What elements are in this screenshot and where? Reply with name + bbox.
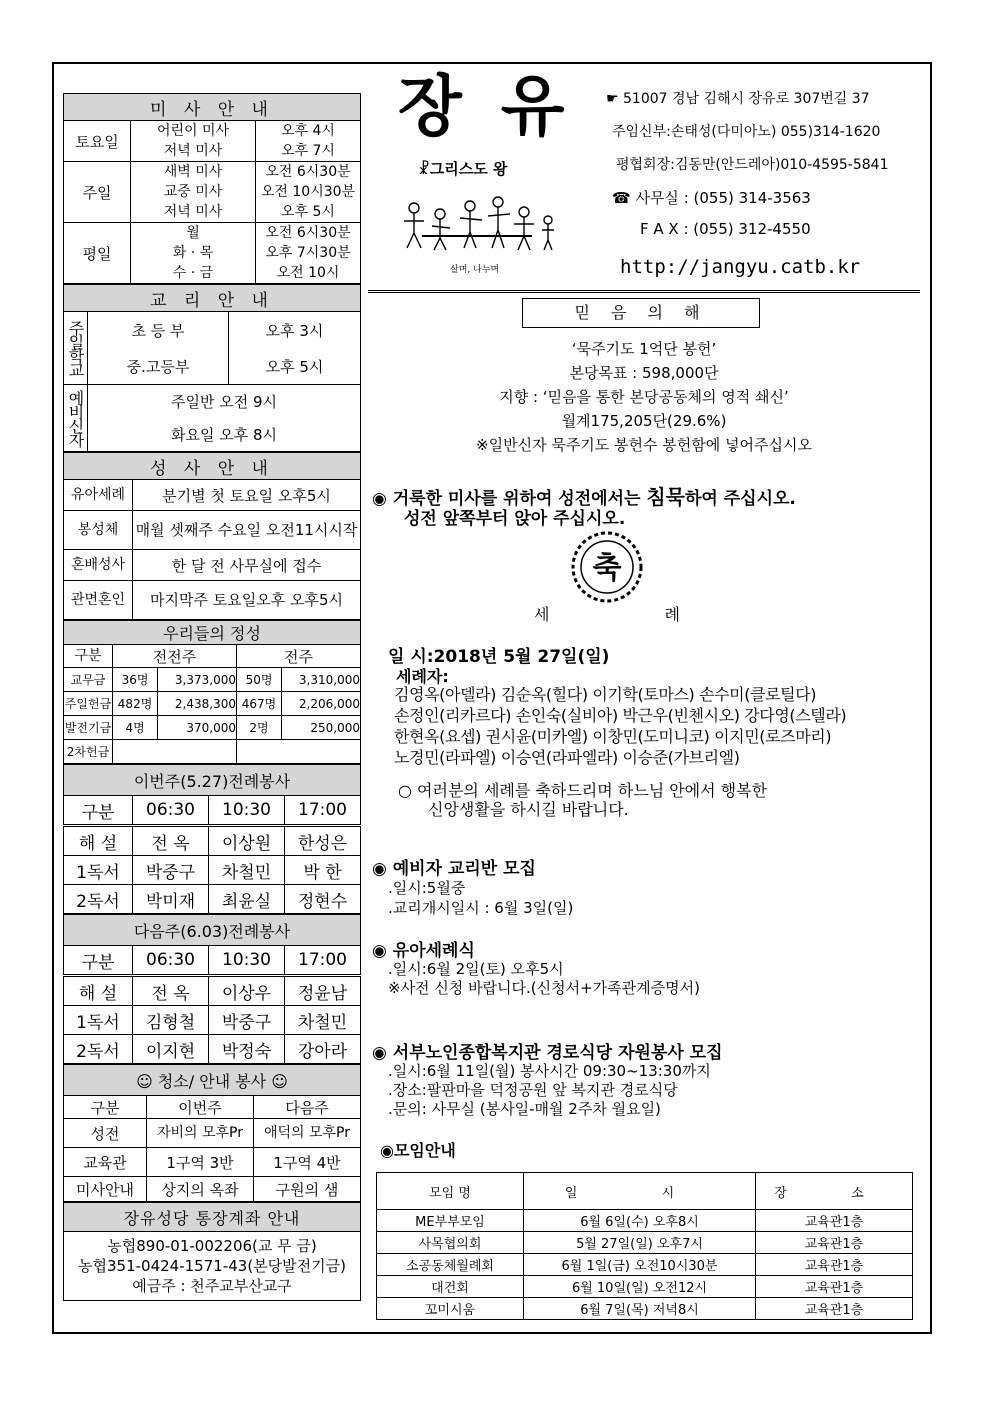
serve-cell: 박 한 [285, 856, 361, 885]
meeting-row [377, 1210, 913, 1232]
baptism-heading: 세 례 [534, 605, 680, 624]
offering-cell: 50명 [236, 668, 281, 692]
cleaning-cell: 교육관 [64, 1148, 147, 1177]
seal-text: 축 [592, 551, 622, 586]
sun-label: 주일 [64, 162, 131, 223]
meeting-cell: 교육관1층 [756, 1254, 913, 1276]
faith-year-title: 믿 음 의 해 [522, 298, 760, 328]
seating-notice: 성전 앞쪽부터 앉아 주십시오. [404, 509, 626, 529]
serve-cell: 1독서 [64, 856, 133, 885]
infant-line: ※사전 신청 바랍니다.(신청서+가족관계증명서) [388, 979, 700, 997]
catechism-table [63, 284, 361, 452]
baptism-date: 일 시:2018년 5월 27일(일) [388, 647, 610, 667]
mass-time: 오전 10시30분 [256, 182, 361, 202]
notice-text: 하여 주십시오. [684, 489, 796, 509]
cleaning-cell: 상지의 옥좌 [147, 1177, 254, 1202]
cleaning-cell: 구원의 샘 [254, 1177, 361, 1202]
mass-table [63, 93, 361, 284]
school-label: 주일학교 [64, 312, 88, 385]
offering-cell: 주일헌금 [64, 692, 113, 716]
sacrament-table [63, 452, 361, 620]
sacrament-info: 분기별 첫 토요일 오후5시 [133, 480, 361, 511]
pastor-info: 주임신부:손태성(다미아노) 055)314-1620 [612, 124, 881, 140]
cleaning-row [64, 1177, 361, 1202]
name-line: 김영옥(아델라) 김순옥(힐다) 이기학(토마스) 손수미(클로틸다) [394, 685, 817, 704]
meetings-title: ◉모임안내 [380, 1141, 456, 1160]
account-info [64, 1232, 361, 1301]
mass-name: 교중 미사 [131, 182, 256, 202]
faith-year-line: 지향 : ‘믿음을 통한 본당공동체의 영적 쇄신’ [499, 388, 789, 406]
bulletin-title: 장 유 [398, 68, 573, 145]
serve-row [64, 826, 361, 856]
serve-head: 17:00 [285, 946, 361, 976]
office-phone: 사무실 : (055) 314-3563 [635, 189, 811, 207]
meetings-head: 장 소 [756, 1173, 913, 1210]
cleaning-cell: 1구역 4반 [254, 1148, 361, 1177]
wreath-icon [568, 528, 646, 606]
serve-cell: 강아라 [285, 1035, 361, 1064]
class-time: 오후 5시 [229, 348, 361, 385]
offering-cell: 4명 [113, 716, 158, 740]
cleaning-head: 이번주 [147, 1096, 254, 1119]
name-line: 노경민(라파엘) 이승연(라파엘라) 이승준(가브리엘) [394, 748, 740, 767]
mass-time: 오후 7시30분 [256, 243, 361, 263]
offering-cell: 250,000 [282, 716, 361, 740]
mass-name: 월 [131, 223, 256, 244]
meetings-table [376, 1172, 913, 1320]
cleaning-row [64, 1119, 361, 1148]
faith-year-line: 본당목표 : 598,000단 [569, 364, 719, 382]
meetings-head: 모임 명 [377, 1173, 524, 1210]
serve-cell: 차철민 [209, 856, 285, 885]
serve-head: 10:30 [209, 946, 285, 976]
offering-cell: 36명 [113, 668, 158, 692]
left-column [63, 93, 361, 1301]
cleaning-cell: 성전 [64, 1119, 147, 1148]
serve-cell: 이상원 [209, 826, 285, 856]
meeting-cell: 6월 1일(금) 오전10시30분 [524, 1254, 756, 1276]
offering-title: 우리들의 정성 [64, 621, 361, 645]
cleaning-cell: 애덕의 모후Pr [254, 1119, 361, 1148]
serve-cell: 전 옥 [133, 826, 209, 856]
volunteer-line: .장소:팔판마을 덕정공원 앞 복지관 경로식당 [388, 1081, 678, 1099]
serve-this-table [63, 764, 361, 914]
address-line [606, 88, 870, 108]
sacrament-name: 유아세례 [64, 480, 133, 511]
cleaning-row [64, 1148, 361, 1177]
serve-cell: 최윤실 [209, 885, 285, 914]
offering-row [64, 692, 361, 716]
serve-head: 구분 [64, 946, 133, 976]
serve-head: 06:30 [133, 796, 209, 826]
mass-name: 화 · 목 [131, 243, 256, 263]
cleaning-head: 다음주 [254, 1096, 361, 1119]
sacrament-title: 성 사 안 내 [64, 453, 361, 480]
catechumen-line: .일시:5월중 [388, 879, 466, 897]
serve-cell: 박중구 [209, 1006, 285, 1035]
offering-cell: 482명 [113, 692, 158, 716]
office-phone-line [612, 187, 811, 208]
serve-cell: 이지현 [133, 1035, 209, 1064]
logo-caption: 살며, 나누며 [450, 265, 500, 275]
meeting-cell: 교육관1층 [756, 1210, 913, 1232]
account-line: 예금주 : 천주교부산교구 [132, 1277, 292, 1295]
serve-cell: 박중구 [133, 856, 209, 885]
offering-head: 구분 [64, 645, 113, 668]
meeting-cell: 교육관1층 [756, 1298, 913, 1320]
meeting-cell: 6월 10일(일) 오전12시 [524, 1276, 756, 1298]
meeting-row [377, 1298, 913, 1320]
mass-time: 오후 5시 [256, 202, 361, 223]
serve-row [64, 1006, 361, 1035]
name-line: 한현옥(요셉) 권시윤(미카엘) 이창민(도미니코) 이지민(로즈마리) [394, 727, 832, 746]
name-line: 손정인(리카르다) 손인숙(실비아) 박근우(빈첸시오) 강다영(스텔라) [394, 706, 847, 725]
cleaning-title: ☺ 청소/ 안내 봉사 ☺ [64, 1065, 361, 1096]
serve-cell: 1독서 [64, 1006, 133, 1035]
serve-head: 10:30 [209, 796, 285, 826]
cleaning-head: 구분 [64, 1096, 147, 1119]
congratulation-seal [568, 528, 646, 606]
meeting-cell: ME부부모임 [377, 1210, 524, 1232]
catechumen-line: .교리개시일시 : 6월 3일(일) [388, 899, 574, 917]
baptism-wish: ○ 여러분의 세례를 축하드리며 하느님 안에서 행복한 [398, 781, 768, 800]
baptism-label: 세례자: [396, 667, 449, 686]
offering-cell: 발전기금 [64, 716, 113, 740]
serve-row [64, 856, 361, 885]
mass-title: 미 사 안 내 [64, 94, 361, 121]
serve-cell: 해 설 [64, 826, 133, 856]
meeting-cell: 소공동체월례회 [377, 1254, 524, 1276]
offering-table [63, 620, 361, 764]
offering-cell: 3,310,000 [282, 668, 361, 692]
offering-head: 전주 [236, 645, 360, 668]
serve-cell: 정현수 [285, 885, 361, 914]
serve-cell: 차철민 [285, 1006, 361, 1035]
infant-line: .일시:6월 2일(토) 오후5시 [388, 960, 564, 978]
class-time: 주일반 오전 9시 [88, 385, 361, 419]
address: 51007 경남 김해시 장유로 307번길 37 [623, 91, 870, 107]
volunteer-title: ◉ 서부노인종합복지관 경로식당 자원봉사 모집 [372, 1043, 723, 1063]
serve-row [64, 1035, 361, 1064]
offering-cell: 3,373,000 [158, 668, 237, 692]
cleaning-cell: 1구역 3반 [147, 1148, 254, 1177]
faith-year-line: ※일반신자 묵주기도 봉헌수 봉헌함에 넣어주십시오 [476, 436, 812, 454]
offering-row [64, 668, 361, 692]
notice-text: ◉ 거룩한 미사를 위하여 성전에서는 [372, 489, 647, 509]
header-divider [368, 290, 920, 293]
faith-year-line: 월계175,205단(29.6%) [561, 412, 727, 430]
serve-cell: 2독서 [64, 1035, 133, 1064]
sacrament-name: 관면혼인 [64, 581, 133, 620]
serve-cell: 김형철 [133, 1006, 209, 1035]
mass-time: 오후 4시 [256, 121, 361, 142]
notice-emphasis: 침묵 [646, 485, 685, 509]
offering-cell: 2차헌금 [64, 740, 113, 764]
account-table [63, 1202, 361, 1301]
offering-row [64, 740, 361, 764]
offering-cell: 2,438,300 [158, 692, 237, 716]
mass-time: 오전 6시30분 [256, 223, 361, 244]
offering-cell: 2,206,000 [282, 692, 361, 716]
sacrament-info: 마지막주 토요일오후 오후5시 [133, 581, 361, 620]
offering-head: 전전주 [113, 645, 237, 668]
hand-pointer-icon: ☛ [606, 91, 624, 107]
people-sharing-illustration [392, 188, 564, 280]
bulletin-subtitle: ☧그리스도 왕 [418, 160, 508, 178]
serve-head: 06:30 [133, 946, 209, 976]
serve-head: 구분 [64, 796, 133, 826]
mass-time: 오전 6시30분 [256, 162, 361, 183]
serve-cell: 박미재 [133, 885, 209, 914]
class-name: 초 등 부 [88, 312, 229, 349]
sacrament-info: 한 달 전 사무실에 접수 [133, 550, 361, 581]
cleaning-table [63, 1064, 361, 1202]
baptism-wish: 신앙생활을 하시길 바랍니다. [428, 800, 629, 819]
meeting-row [377, 1276, 913, 1298]
offering-cell: 2명 [236, 716, 281, 740]
serve-this-title: 이번주(5.27)전례봉사 [64, 765, 361, 796]
offering-row [64, 716, 361, 740]
week-label: 평일 [64, 223, 131, 284]
offering-cell [113, 740, 237, 764]
mass-time: 오전 10시 [256, 263, 361, 284]
sat-label: 토요일 [64, 121, 131, 162]
serve-cell: 해 설 [64, 976, 133, 1006]
offering-cell: 교무금 [64, 668, 113, 692]
cleaning-cell: 자비의 모후Pr [147, 1119, 254, 1148]
catechism-title: 교 리 안 내 [64, 285, 361, 312]
serve-cell: 2독서 [64, 885, 133, 914]
faith-year-line: ‘묵주기도 1억단 봉헌’ [571, 340, 717, 358]
serve-next-table [63, 914, 361, 1064]
meeting-cell: 6월 7일(목) 저녁8시 [524, 1298, 756, 1320]
fax-number: F A X : (055) 312-4550 [640, 220, 811, 238]
mass-name: 새벽 미사 [131, 162, 256, 183]
baptism-names [394, 684, 846, 768]
meeting-cell: 6월 6일(수) 오후8시 [524, 1210, 756, 1232]
serve-cell: 박정숙 [209, 1035, 285, 1064]
volunteer-line: .일시:6월 11일(월) 봉사시간 09:30~13:30까지 [388, 1062, 711, 1080]
serve-cell: 한성은 [285, 826, 361, 856]
serve-cell: 전 옥 [133, 976, 209, 1006]
telephone-icon: ☎ [612, 189, 636, 207]
serve-head: 17:00 [285, 796, 361, 826]
offering-cell: 467명 [236, 692, 281, 716]
serve-next-title: 다음주(6.03)전례봉사 [64, 915, 361, 946]
offering-cell: 370,000 [158, 716, 237, 740]
president-info: 평협회장:김동만(안드레아)010-4595-5841 [616, 157, 889, 173]
sacrament-info: 매월 셋째주 수요일 오전11시시작 [133, 511, 361, 550]
class-time: 화요일 오후 8시 [88, 418, 361, 452]
offering-cell [236, 740, 360, 764]
meeting-cell: 꼬미시움 [377, 1298, 524, 1320]
mass-time: 오후 7시 [256, 141, 361, 162]
meeting-row [377, 1232, 913, 1254]
sacrament-name: 봉성체 [64, 511, 133, 550]
serve-cell: 이상우 [209, 976, 285, 1006]
account-line: 농협351-0424-1571-43(본당발전기금) [78, 1257, 346, 1275]
meeting-cell: 교육관1층 [756, 1276, 913, 1298]
volunteer-line: .문의: 사무실 (봉사일-매월 2주차 월요일) [388, 1100, 661, 1118]
meeting-row [377, 1254, 913, 1276]
cleaning-cell: 미사안내 [64, 1177, 147, 1202]
class-name: 중.고등부 [88, 348, 229, 385]
account-title: 장유성당 통장계좌 안내 [64, 1203, 361, 1232]
mass-name: 어린이 미사 [131, 121, 256, 142]
class-time: 오후 3시 [229, 312, 361, 349]
parish-logo [392, 188, 564, 280]
infant-baptism-title: ◉ 유아세례식 [372, 941, 475, 961]
pre-label: 예비신자 [64, 385, 88, 452]
serve-cell: 정윤남 [285, 976, 361, 1006]
website-url[interactable]: http://jangyu.catb.kr [620, 256, 861, 278]
meeting-cell: 교육관1층 [756, 1232, 913, 1254]
sacrament-name: 혼배성사 [64, 550, 133, 581]
serve-row [64, 885, 361, 914]
meeting-cell: 사목협의회 [377, 1232, 524, 1254]
serve-row [64, 976, 361, 1006]
meetings-head: 일 시 [524, 1173, 756, 1210]
mass-name: 저녁 미사 [131, 202, 256, 223]
mass-name: 수 · 금 [131, 263, 256, 284]
meeting-cell: 5월 27일(일) 오후7시 [524, 1232, 756, 1254]
catechumen-title: ◉ 예비자 교리반 모집 [372, 859, 536, 879]
meeting-cell: 대건회 [377, 1276, 524, 1298]
account-line: 농협890-01-002206(교 무 금) [107, 1237, 317, 1255]
mass-name: 저녁 미사 [131, 141, 256, 162]
